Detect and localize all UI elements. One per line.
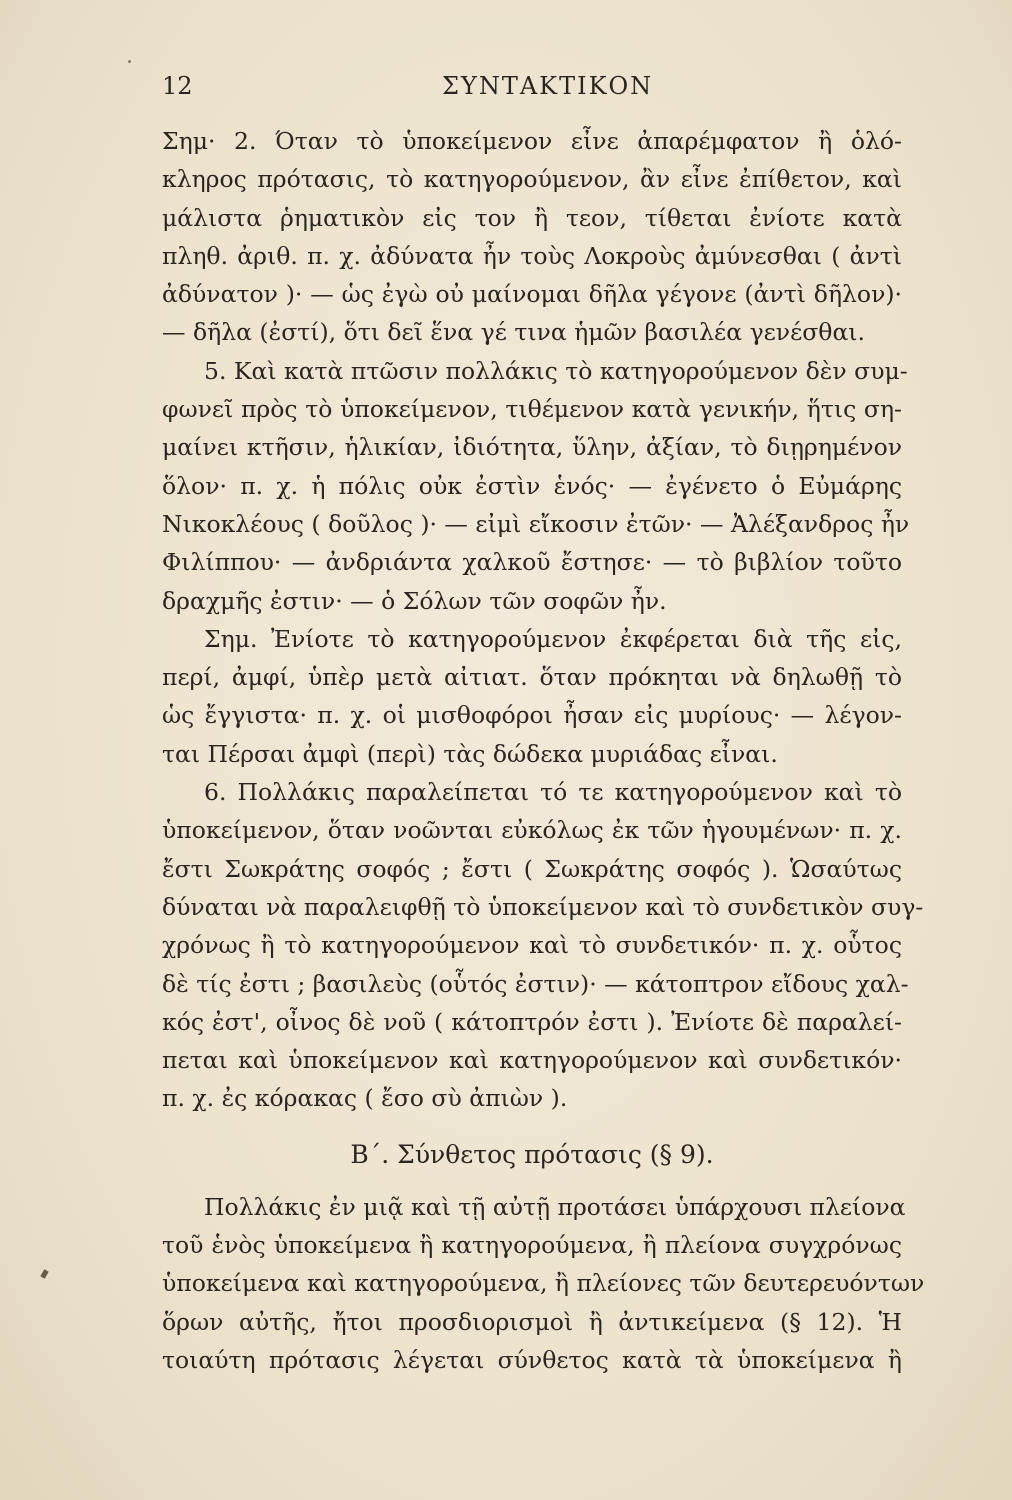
text-line: ἀδύνατον )· — ὡς ἐγὼ οὐ μαίνομαι δῆλα γέγονε (ἀντὶ δῆλον)· <box>162 280 902 309</box>
text-line: Σημ. Ἐνίοτε τὸ κατηγορούμενον ἐκφέρεται διὰ τῆς εἰς, <box>204 624 902 653</box>
text-line: περί, ἀμφί, ὑπὲρ μετὰ αἰτιατ. ὅταν πρόκηται νὰ δηλωθῇ τὸ <box>162 663 902 692</box>
text-line: μάλιστα ῥηματικὸν εἰς τον ἢ τεον, τίθεται ἐνίοτε κατὰ <box>162 203 902 232</box>
section-heading: Β΄. Σύνθετος πρότασις (§ 9). <box>350 1139 714 1169</box>
text-line: ὑποκείμενον, ὅταν νοῶνται εὐκόλως ἐκ τῶν ἡγουμένων· π. χ. <box>162 816 902 845</box>
page-header <box>162 72 902 112</box>
text-line: — δῆλα (ἐστί), ὅτι δεῖ ἕνα γέ τινα ἡμῶν βασιλέα γενέσθαι. <box>162 318 865 347</box>
text-line: Φιλίππου· — ἀνδριάντα χαλκοῦ ἔστησε· — τὸ βιβλίον τοῦτο <box>162 548 902 577</box>
text-line: ὡς ἔγγιστα· π. χ. οἱ μισθοφόροι ἦσαν εἰς μυρίους· — λέγον- <box>162 701 902 730</box>
margin-mark <box>40 1269 48 1278</box>
text-line: Σημ· 2. Όταν τὸ ὑποκείμενον εἶνε ἀπαρέμφατον ἢ ὁλό- <box>162 127 902 155</box>
text-line: τοῦ ἑνὸς ὑποκείμενα ἢ κατηγορούμενα, ἢ πλείονα συγχρόνως <box>162 1231 902 1260</box>
text-line: δύναται νὰ παραλειφθῇ τὸ ὑποκείμενον καὶ τὸ συνδετικὸν συγ- <box>162 892 924 921</box>
text-line: Νικοκλέους ( δοῦλος )· — εἰμὶ εἴκοσιν ἐτῶν· — Ἀλέξανδρος ἦν <box>162 509 910 538</box>
paper-speck <box>128 60 131 63</box>
text-line: πεται καὶ ὑποκείμενον καὶ κατηγορούμενον καὶ συνδετικόν· <box>162 1046 902 1075</box>
text-line: Πολλάκις ἐν μιᾷ καὶ τῇ αὐτῇ προτάσει ὑπάρχουσι πλείονα <box>204 1192 906 1221</box>
text-line: ἔστι Σωκράτης σοφός ; ἔστι ( Σωκράτης σοφός ). Ὡσαύτως <box>162 854 902 883</box>
text-line: φωνεῖ πρὸς τὸ ὑποκείμενον, τιθέμενον κατὰ γενικήν, ἥτις ση- <box>162 395 902 424</box>
text-line: π. χ. ἐς κόρακας ( ἔσο σὺ ἀπιὼν ). <box>162 1084 568 1113</box>
text-line: χρόνως ἢ τὸ κατηγορούμενον καὶ τὸ συνδετικόν· π. χ. οὗτος <box>162 931 902 960</box>
text-line: 6. Πολλάκις παραλείπεται τό τε κατηγορούμενον καὶ τὸ <box>204 778 902 807</box>
text-line: κός ἐστ', οἶνος δὲ νοῦ ( κάτοπτρόν ἐστι ). Ἐνίοτε δὲ παραλεί- <box>162 1007 902 1036</box>
text-line: ται Πέρσαι ἀμφὶ (περὶ) τὰς δώδεκα μυριάδας εἶναι. <box>162 739 778 768</box>
text-line: ὅλον· π. χ. ἡ πόλις οὐκ ἐστὶν ἑνός· — ἐγένετο ὁ Εὐμάρης <box>162 471 902 500</box>
text-line: τοιαύτη πρότασις λέγεται σύνθετος κατὰ τὰ ὑποκείμενα ἢ <box>162 1345 902 1374</box>
text-line: δὲ τίς ἐστι ; βασιλεὺς (οὗτός ἐστιν)· — κάτοπτρον εἴδους χαλ- <box>162 969 909 998</box>
text-line: δραχμῆς ἐστιν· — ὁ Σόλων τῶν σοφῶν ἦν. <box>162 586 667 615</box>
page-body <box>162 122 925 1379</box>
text-line: 5. Καὶ κατὰ πτῶσιν πολλάκις τὸ κατηγορούμενον δὲν συμ- <box>204 356 908 385</box>
text-line: μαίνει κτῆσιν, ἡλικίαν, ἰδιότητα, ὕλην, ἀξίαν, τὸ διῃρημένον <box>162 433 902 462</box>
text-line: πληθ. ἀριθ. π. χ. ἀδύνατα ἦν τοὺς Λοκροὺς ἀμύνεσθαι ( ἀντὶ <box>162 241 902 270</box>
text-line: ὅρων αὐτῆς, ἤτοι προσδιορισμοὶ ἢ ἀντικείμενα (§ 12). Ἡ <box>162 1307 902 1336</box>
page-number: 12 <box>162 72 193 100</box>
text-line: ὑποκείμενα καὶ κατηγορούμενα, ἢ πλείονες τῶν δευτερευόντων <box>162 1269 925 1298</box>
running-title: ΣΥΝΤΑΚΤΙΚΟΝ <box>442 72 654 100</box>
text-line: κληρος πρότασις, τὸ κατηγορούμενον, ἂν εἶνε ἐπίθετον, καὶ <box>162 165 902 194</box>
